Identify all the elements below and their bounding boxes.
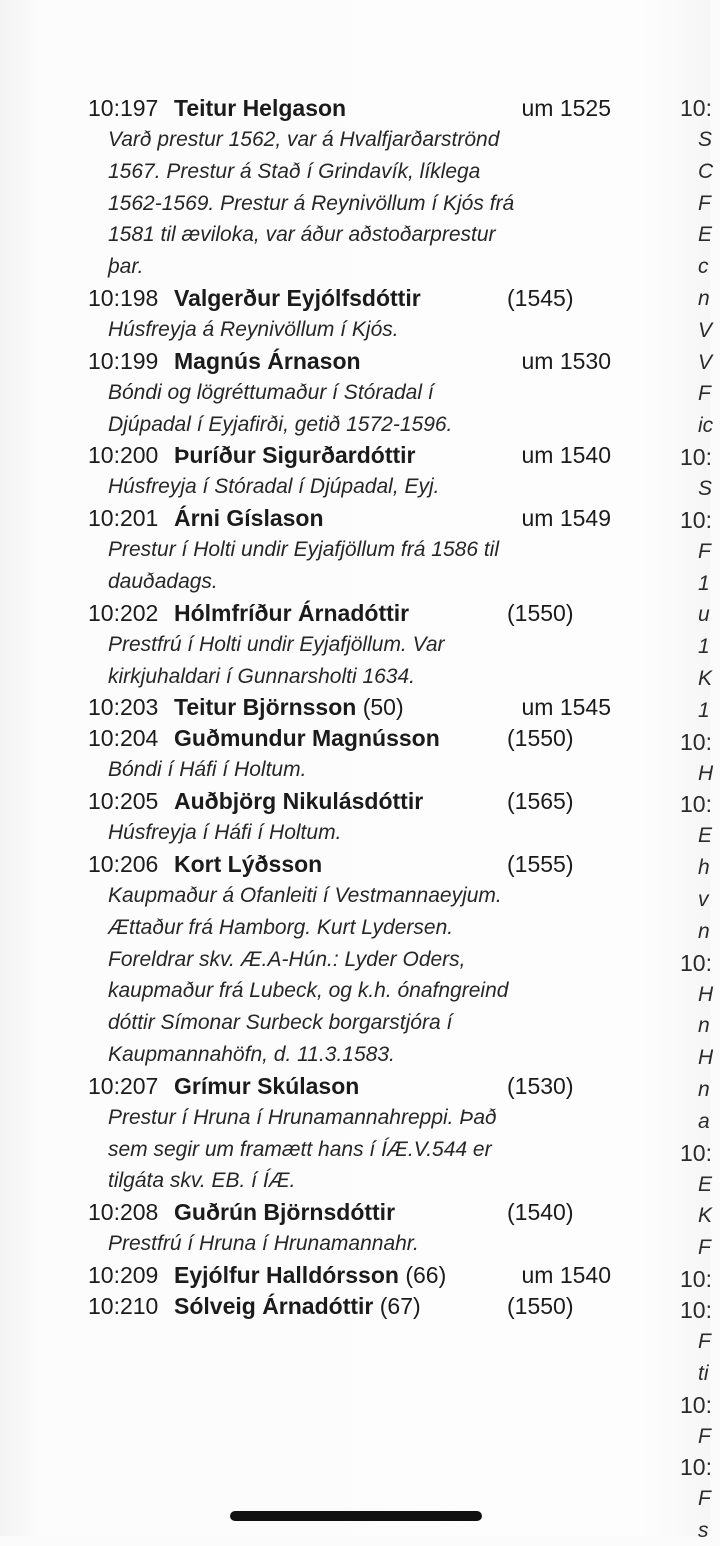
genealogy-entry <box>0 93 640 283</box>
birth-year: (1565) <box>507 788 574 815</box>
entry-description <box>108 471 633 503</box>
genealogy-entry <box>0 1071 640 1197</box>
entry-heading <box>0 1197 640 1228</box>
cropped-description-text: F <box>698 191 711 215</box>
person-name <box>174 440 416 471</box>
description-line: Djúpadal í Eyjafirði, getið 1572-1596. <box>108 412 453 436</box>
description-line: dauðadags. <box>108 569 218 593</box>
entry-number: 10:202 <box>88 599 159 626</box>
cropped-description-text: F <box>698 539 711 563</box>
cropped-description-text: v <box>698 888 709 911</box>
entry-number: 10:201 <box>88 505 159 532</box>
entry-description <box>108 754 633 786</box>
cropped-description-text: n <box>698 1078 710 1101</box>
entry-description <box>108 377 633 441</box>
birth-year: um 1530 <box>521 347 611 374</box>
cropped-entry-number: 10: <box>680 949 712 976</box>
person-name-text: Kort Lýðsson <box>174 851 323 877</box>
description-line: 1567. Prestur á Stað í Grindavík, líklega <box>108 159 481 183</box>
genealogy-entry <box>0 440 640 503</box>
cropped-description-text: V <box>698 318 713 342</box>
genealogy-entry <box>0 1260 640 1291</box>
entry-heading <box>0 346 640 377</box>
person-name <box>174 503 324 534</box>
cropped-description-text: E <box>698 1172 713 1196</box>
cropped-entry-number: 10: <box>680 1454 712 1481</box>
person-name-text: Valgerður Eyjólfsdóttir <box>174 285 421 311</box>
genealogy-entry <box>0 692 640 723</box>
person-name <box>174 1260 446 1291</box>
entry-heading <box>0 283 640 314</box>
description-line: Prestur í Holti undir Eyjafjöllum frá 1586 til <box>108 538 499 562</box>
cropped-entry-number: 10: <box>680 95 712 121</box>
person-name <box>174 723 440 754</box>
entry-heading <box>0 503 640 534</box>
cropped-description-text: F <box>698 1424 711 1448</box>
entry-number: 10:200 <box>88 442 159 469</box>
cropped-description-text: n <box>698 1014 710 1038</box>
entry-number: 10:206 <box>88 851 159 877</box>
description-line: kirkjuhaldari í Gunnarsholti 1634. <box>108 664 416 688</box>
person-name-text: Þuríður Sigurðardóttir <box>174 442 416 469</box>
entry-description <box>108 817 633 849</box>
cropped-description-text: s <box>698 1519 709 1543</box>
description-line: Húsfreyja á Reynivöllum í Kjós. <box>108 318 399 341</box>
entry-description <box>108 1102 633 1197</box>
person-name <box>174 1071 359 1102</box>
description-line: Bóndi í Háfi í Holtum. <box>108 758 307 782</box>
entry-heading <box>0 440 640 471</box>
entry-description <box>108 1228 633 1260</box>
person-name <box>174 1291 421 1322</box>
person-name-text: Guðrún Björnsdóttir <box>174 1199 396 1226</box>
description-line: Húsfreyja í Háfi í Holtum. <box>108 821 342 845</box>
entry-heading <box>0 1260 640 1291</box>
description-line: Varð prestur 1562, var á Hvalfjarðarströnd <box>108 128 500 151</box>
birth-year: (1550) <box>507 1293 574 1319</box>
birth-year: um 1549 <box>521 505 611 532</box>
genealogy-entry <box>0 786 640 849</box>
person-name <box>174 1197 395 1228</box>
entry-description <box>108 880 633 1071</box>
birth-year: um 1540 <box>521 442 611 469</box>
person-name-text: Teitur Björnsson <box>174 694 357 721</box>
entry-heading <box>0 786 640 817</box>
cropped-description-text: E <box>698 824 713 848</box>
cropped-description-text: F <box>698 382 711 406</box>
description-line: Prestur í Hruna í Hrunamannahreppi. Það <box>108 1105 497 1129</box>
cropped-description-text: F <box>698 1330 711 1353</box>
birth-year: (1545) <box>507 285 574 311</box>
entry-heading <box>0 1291 640 1322</box>
cropped-description-text: F <box>698 1487 711 1511</box>
birth-year: um 1525 <box>521 95 611 121</box>
entry-number: 10:199 <box>88 347 159 374</box>
entry-number: 10:197 <box>88 95 159 121</box>
description-line: Kaupmannahöfn, d. 11.3.1583. <box>108 1042 395 1066</box>
description-line: þar. <box>108 255 144 279</box>
entry-description <box>108 629 633 693</box>
entry-number: 10:198 <box>88 285 159 311</box>
cropped-description-text: H <box>698 761 714 785</box>
cropped-description-text: 1 <box>698 571 710 595</box>
cropped-description-text: a <box>698 1109 710 1133</box>
person-name-text: Eyjólfur Halldórsson <box>174 1262 399 1288</box>
description-line: Prestfrú í Holti undir Eyjafjöllum. Var <box>108 632 445 656</box>
cropped-entry-number: 10: <box>680 1391 712 1418</box>
entry-number: 10:207 <box>88 1072 159 1099</box>
cropped-entry-number: 10: <box>680 1139 712 1166</box>
cropped-description-text: S <box>698 128 713 151</box>
genealogy-entry <box>0 346 640 441</box>
entry-number: 10:204 <box>88 725 159 752</box>
genealogy-entry <box>0 849 640 1071</box>
reference-tag: (67) <box>379 1293 421 1319</box>
entry-heading <box>0 93 640 124</box>
birth-year: um 1540 <box>521 1262 611 1288</box>
description-line: tilgáta skv. EB. í ÍÆ. <box>108 1169 296 1193</box>
cropped-description-text: K <box>698 1204 713 1228</box>
entry-number: 10:210 <box>88 1293 159 1319</box>
description-line: Foreldrar skv. Æ.A-Hún.: Lyder Oders, <box>108 947 466 971</box>
reference-tag: (50) <box>362 694 404 721</box>
birth-year: (1550) <box>507 599 574 626</box>
cropped-entry-number: 10: <box>680 444 712 470</box>
genealogy-entry <box>0 598 640 693</box>
genealogy-entry <box>0 1197 640 1260</box>
home-indicator-bar[interactable] <box>230 1511 482 1521</box>
genealogy-column-right-cropped <box>680 0 720 1543</box>
cropped-description-text: V <box>698 350 713 374</box>
entry-heading <box>0 1071 640 1102</box>
entry-description <box>108 124 633 283</box>
birth-year: (1540) <box>507 1199 574 1226</box>
person-name-text: Grímur Skúlason <box>174 1072 360 1099</box>
birth-year: um 1545 <box>521 694 611 721</box>
entry-heading <box>0 692 640 723</box>
description-line: Kaupmaður á Ofanleiti í Vestmannaeyjum. <box>108 884 502 907</box>
person-name-text: Hólmfríður Árnadóttir <box>174 599 410 626</box>
entry-number: 10:205 <box>88 788 159 815</box>
cropped-description-text: h <box>698 856 710 880</box>
person-name-text: Auðbjörg Nikulásdóttir <box>174 788 424 815</box>
description-line: Ættaður frá Hamborg. Kurt Lydersen. <box>108 915 454 939</box>
person-name <box>174 93 346 124</box>
person-name <box>174 346 361 377</box>
entry-heading <box>0 723 640 754</box>
cropped-description-text: S <box>698 477 713 500</box>
person-name <box>174 849 322 880</box>
cropped-description-text: ic <box>698 414 714 438</box>
cropped-entry-number: 10: <box>680 506 712 533</box>
person-name <box>174 692 404 723</box>
entry-description <box>108 314 633 346</box>
cropped-description-text: H <box>698 982 714 1006</box>
person-name <box>174 598 409 629</box>
cropped-entry-number: 10: <box>680 1266 712 1292</box>
description-line: sem segir um framætt hans í ÍÆ.V.544 er <box>108 1137 492 1161</box>
description-line: Prestfrú í Hruna í Hrunamannahr. <box>108 1232 419 1256</box>
description-line: 1581 til æviloka, var áður aðstoðarprestur <box>108 223 496 247</box>
person-name <box>174 786 423 817</box>
person-name-text: Árni Gíslason <box>174 505 324 532</box>
description-line: kaupmaður frá Lubeck, og k.h. ónafngreind <box>108 979 509 1003</box>
entry-number: 10:209 <box>88 1262 159 1288</box>
cropped-description-text: F <box>698 1236 711 1260</box>
cropped-description-text: c <box>698 255 709 279</box>
birth-year: (1550) <box>507 725 574 752</box>
birth-year: (1530) <box>507 1072 574 1099</box>
person-name-text: Teitur Helgason <box>174 95 347 121</box>
cropped-entry-number: 10: <box>680 1297 712 1323</box>
genealogy-entry <box>0 1291 640 1322</box>
entry-number: 10:203 <box>88 694 159 721</box>
person-name-text: Sólveig Árnadóttir <box>174 1293 374 1319</box>
description-line: dóttir Símonar Surbeck borgarstjóra í <box>108 1011 453 1035</box>
entry-heading <box>0 598 640 629</box>
entry-heading <box>0 849 640 880</box>
description-line: 1562-1569. Prestur á Reynivöllum í Kjós frá <box>108 191 515 215</box>
cropped-description-text: u <box>698 603 710 627</box>
person-name <box>174 283 421 314</box>
cropped-description-text: E <box>698 223 713 247</box>
genealogy-entry <box>0 283 640 346</box>
description-line: Húsfreyja í Stóradal í Djúpadal, Eyj. <box>108 475 440 499</box>
cropped-description-text: 1 <box>698 635 710 659</box>
person-name-text: Magnús Árnason <box>174 347 361 374</box>
cropped-description-text: ti <box>698 1361 709 1385</box>
description-line: Bóndi og lögréttumaður í Stóradal í <box>108 380 434 404</box>
genealogy-entry <box>0 503 640 598</box>
birth-year: (1555) <box>507 851 574 877</box>
cropped-entry-number: 10: <box>680 791 712 818</box>
cropped-description-text: 1 <box>698 698 710 722</box>
entry-number: 10:208 <box>88 1199 159 1226</box>
cropped-description-text: H <box>698 1046 714 1070</box>
cropped-entry-number: 10: <box>680 728 712 755</box>
entry-description <box>108 534 633 598</box>
cropped-description-text: n <box>698 287 710 310</box>
reference-tag: (66) <box>405 1262 447 1288</box>
cropped-description-text: n <box>698 919 710 943</box>
person-name-text: Guðmundur Magnússon <box>174 725 440 752</box>
cropped-description-text: C <box>698 159 714 183</box>
genealogy-entry <box>0 723 640 786</box>
cropped-description-text: K <box>698 667 713 690</box>
